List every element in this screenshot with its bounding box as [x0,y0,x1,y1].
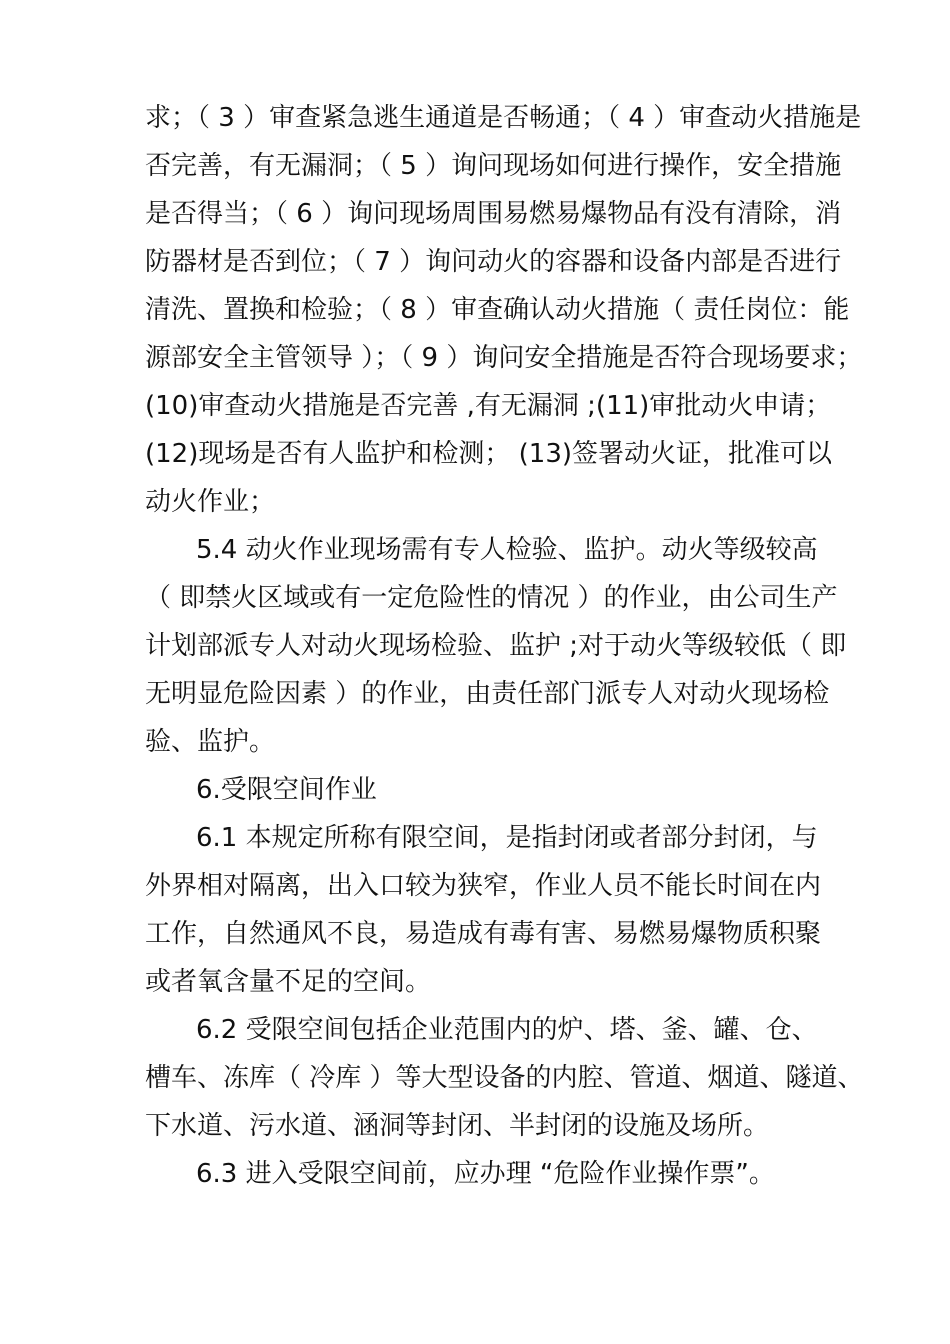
section-heading: 6.受限空间作业 [196,775,377,805]
text-line: 外界相对隔离，出入口较为狭窄，作业人员不能长时间在内 [145,871,822,901]
text-line: 工作，自然通风不良，易造成有毒有害、易燃易爆物质积聚 [145,919,822,949]
text-line: 下水道、污水道、涵洞等封闭、半封闭的设施及场所。 [145,1111,770,1141]
text-line: 或者氧含量不足的空间。 [145,967,432,997]
text-line: 源部安全主管领导 ）；（ 9 ）询问安全措施是否符合现场要求； [145,343,863,373]
text-line: 验、监护。 [145,727,276,757]
text-line: 动火作业； [145,487,276,517]
text-line: 槽车、冻库（ 冷库 ）等大型设备的内腔、管道、烟道、隧道、 [145,1063,864,1093]
text-line: (10)审查动火措施是否完善 ,有无漏洞 ;(11)审批动火申请； [145,391,832,421]
paragraph-first-line: 5.4 动火作业现场需有专人检验、监护。动火等级较高 [196,535,818,565]
text-line: 是否得当；（ 6 ）询问现场周围易燃易爆物品有没有清除，消 [145,199,842,229]
text-line: （ 即禁火区域或有一定危险性的情况 ）的作业，由公司生产 [145,583,838,613]
text-line: 防器材是否到位；（ 7 ）询问动火的容器和设备内部是否进行 [145,247,842,277]
text-line: 否完善，有无漏洞；（ 5 ）询问现场如何进行操作，安全措施 [145,151,842,181]
paragraph-first-line: 6.2 受限空间包括企业范围内的炉、塔、釜、罐、仓、 [196,1015,818,1045]
text-line: 计划部派专人对动火现场检验、监护 ;对于动火等级较低（ 即 [145,631,847,661]
text-line: (12)现场是否有人监护和检测； (13)签署动火证，批准可以 [145,439,833,469]
text-line: 无明显危险因素 ）的作业，由责任部门派专人对动火现场检 [145,679,830,709]
text-line: 清洗、置换和检验；（ 8 ）审查确认动火措施（ 责任岗位：能 [145,295,850,325]
text-line: 求；（ 3 ）审查紧急逃生通道是否畅通；（ 4 ）审查动火措施是 [145,103,862,133]
paragraph-first-line: 6.1 本规定所称有限空间，是指封闭或者部分封闭，与 [196,823,818,853]
paragraph-first-line: 6.3 进入受限空间前，应办理 “危险作业操作票”。 [196,1159,775,1189]
